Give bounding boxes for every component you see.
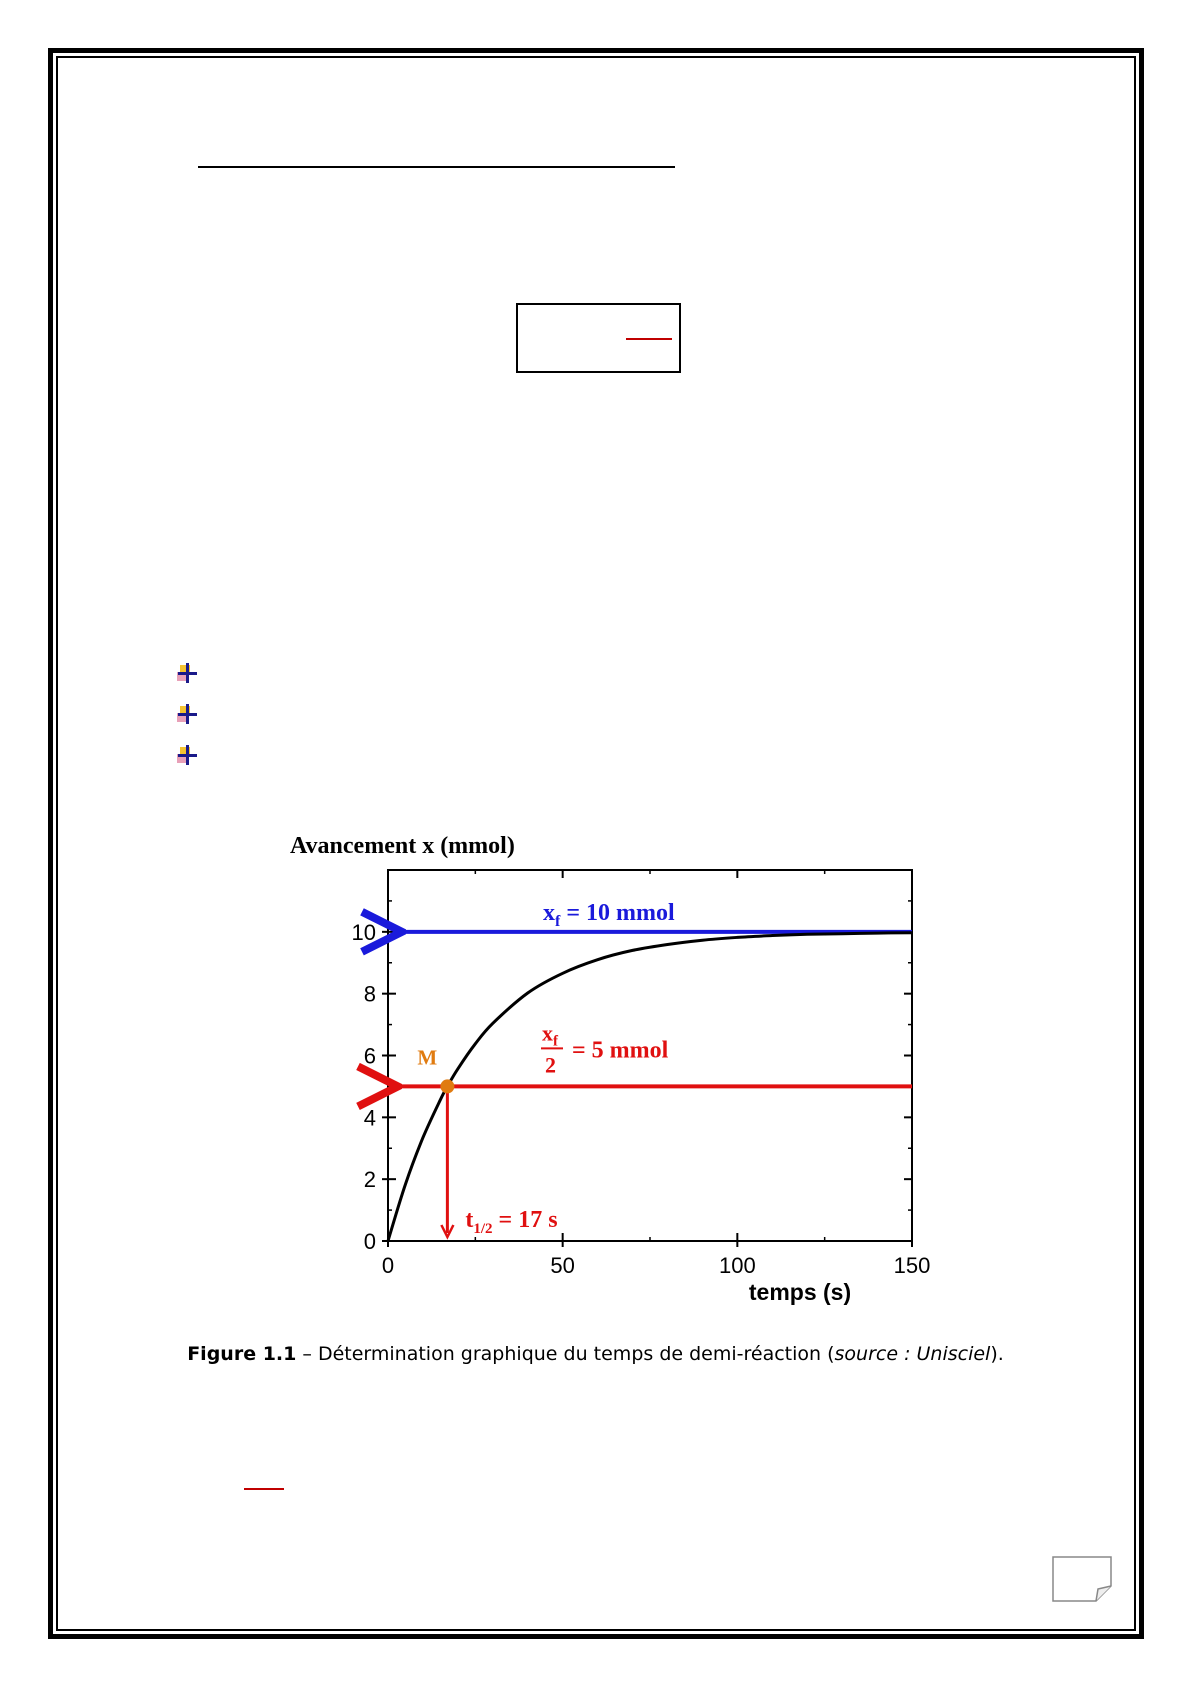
x-tick-label: 100 [718, 1253, 756, 1278]
t-half-label: $t_{1/2} = 17$ s [465, 1207, 558, 1237]
y-tick-label: 0 [363, 1229, 376, 1254]
half-label-numerator: $x_f$ [542, 1020, 558, 1050]
half-label-value: = 5 mmol [572, 1037, 669, 1064]
figure-label: Figure 1.1 [187, 1343, 297, 1365]
page-curl-icon [1052, 1556, 1112, 1602]
half-label-denominator: 2 [545, 1052, 556, 1078]
x-tick-label: 150 [893, 1253, 931, 1278]
y-tick-label: 6 [363, 1043, 376, 1069]
bullet-cross-icon [177, 704, 199, 726]
x-tick-label: 0 [381, 1253, 395, 1278]
point-m-label: M [417, 1045, 438, 1070]
y-tick-label: 2 [363, 1167, 376, 1193]
footnote-fraction-bar [244, 1488, 284, 1490]
chart-title: Avancement x (mmol) [290, 833, 515, 859]
figure-caption: Figure 1.1 – Détermination graphique du temps de demi-réaction (source : Unisciel). [187, 1343, 1004, 1365]
y-tick-label: 4 [363, 1105, 376, 1131]
caption-text: Détermination graphique du temps de demi-réaction ( [317, 1343, 835, 1365]
y-tick-label: 10 [351, 919, 376, 945]
x-tick-label: 50 [550, 1253, 575, 1278]
formula-fraction-bar [626, 338, 672, 340]
point-m [440, 1079, 454, 1093]
y-axis-ticks [352, 901, 912, 1254]
title-underline-rule [198, 166, 675, 168]
half-reaction-chart [280, 830, 960, 1320]
xf-label: $x_f = 10$ mmol [543, 899, 675, 930]
caption-source: Unisciel [916, 1343, 991, 1365]
y-tick-label: 8 [363, 981, 376, 1007]
bullet-cross-icon [177, 745, 199, 767]
annotations [394, 900, 912, 1237]
x-axis-label: temps (s) [748, 1279, 852, 1305]
bullet-cross-icon [177, 663, 199, 685]
